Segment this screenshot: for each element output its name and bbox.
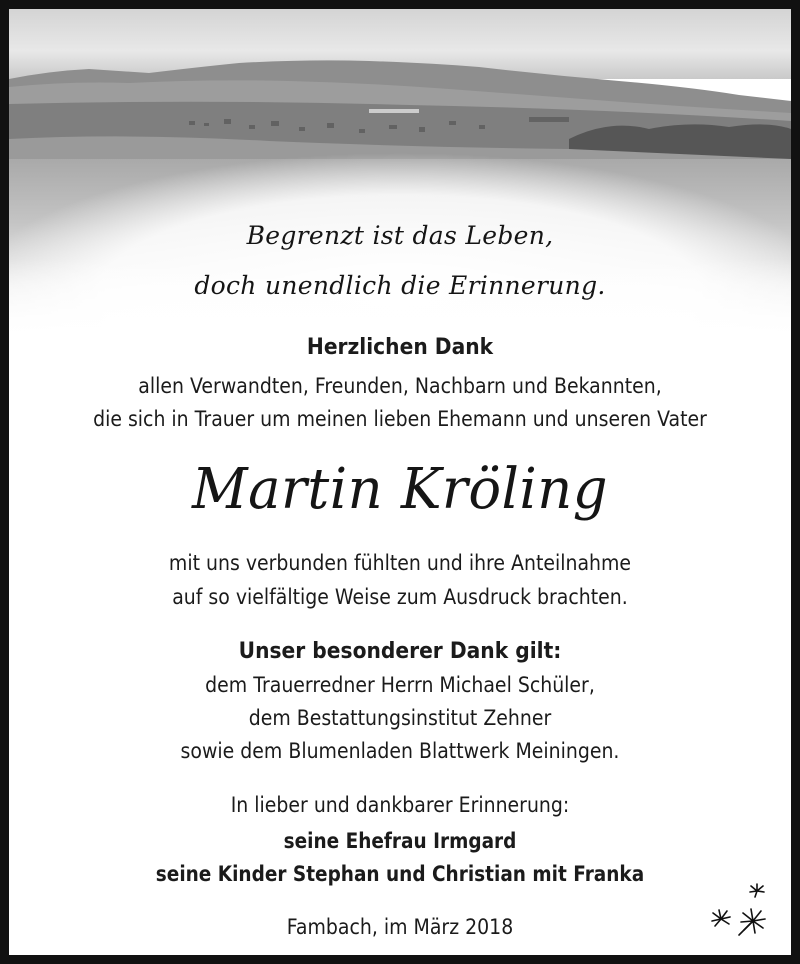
signer-children: seine Kinder Stephan und Christian mit Franka [155,862,645,886]
dandelion-seed-icon [707,881,779,941]
motto-line-1: Begrenzt ist das Leben, [246,221,554,250]
obituary-text [9,9,791,955]
special-thanks-item: dem Trauerredner Herrn Michael Schüler, [205,673,595,697]
closing-intro: In lieber und dankbarer Erinnerung: [230,793,570,817]
deceased-name: Martin Kröling [192,457,608,522]
thanks-line-1: allen Verwandten, Freunden, Nachbarn und Bekannten, [138,374,662,398]
place-date: Fambach, im März 2018 [286,915,514,939]
sympathy-line-2: auf so vielfältige Weise zum Ausdruck brachten. [172,585,628,609]
special-thanks-heading: Unser besonderer Dank gilt: [238,639,562,664]
special-thanks-item: dem Bestattungsinstitut Zehner [248,706,552,730]
sympathy-line-1: mit uns verbunden fühlten und ihre Anteilnahme [168,551,632,575]
motto-line-2: doch unendlich die Erinnerung. [194,271,606,300]
signer-spouse: seine Ehefrau Irmgard [283,829,517,853]
thanks-line-2: die sich in Trauer um meinen lieben Ehemann und unseren Vater [93,407,707,431]
special-thanks-item: sowie dem Blumenladen Blattwerk Meiningen. [180,739,620,763]
thanks-heading: Herzlichen Dank [306,335,494,360]
